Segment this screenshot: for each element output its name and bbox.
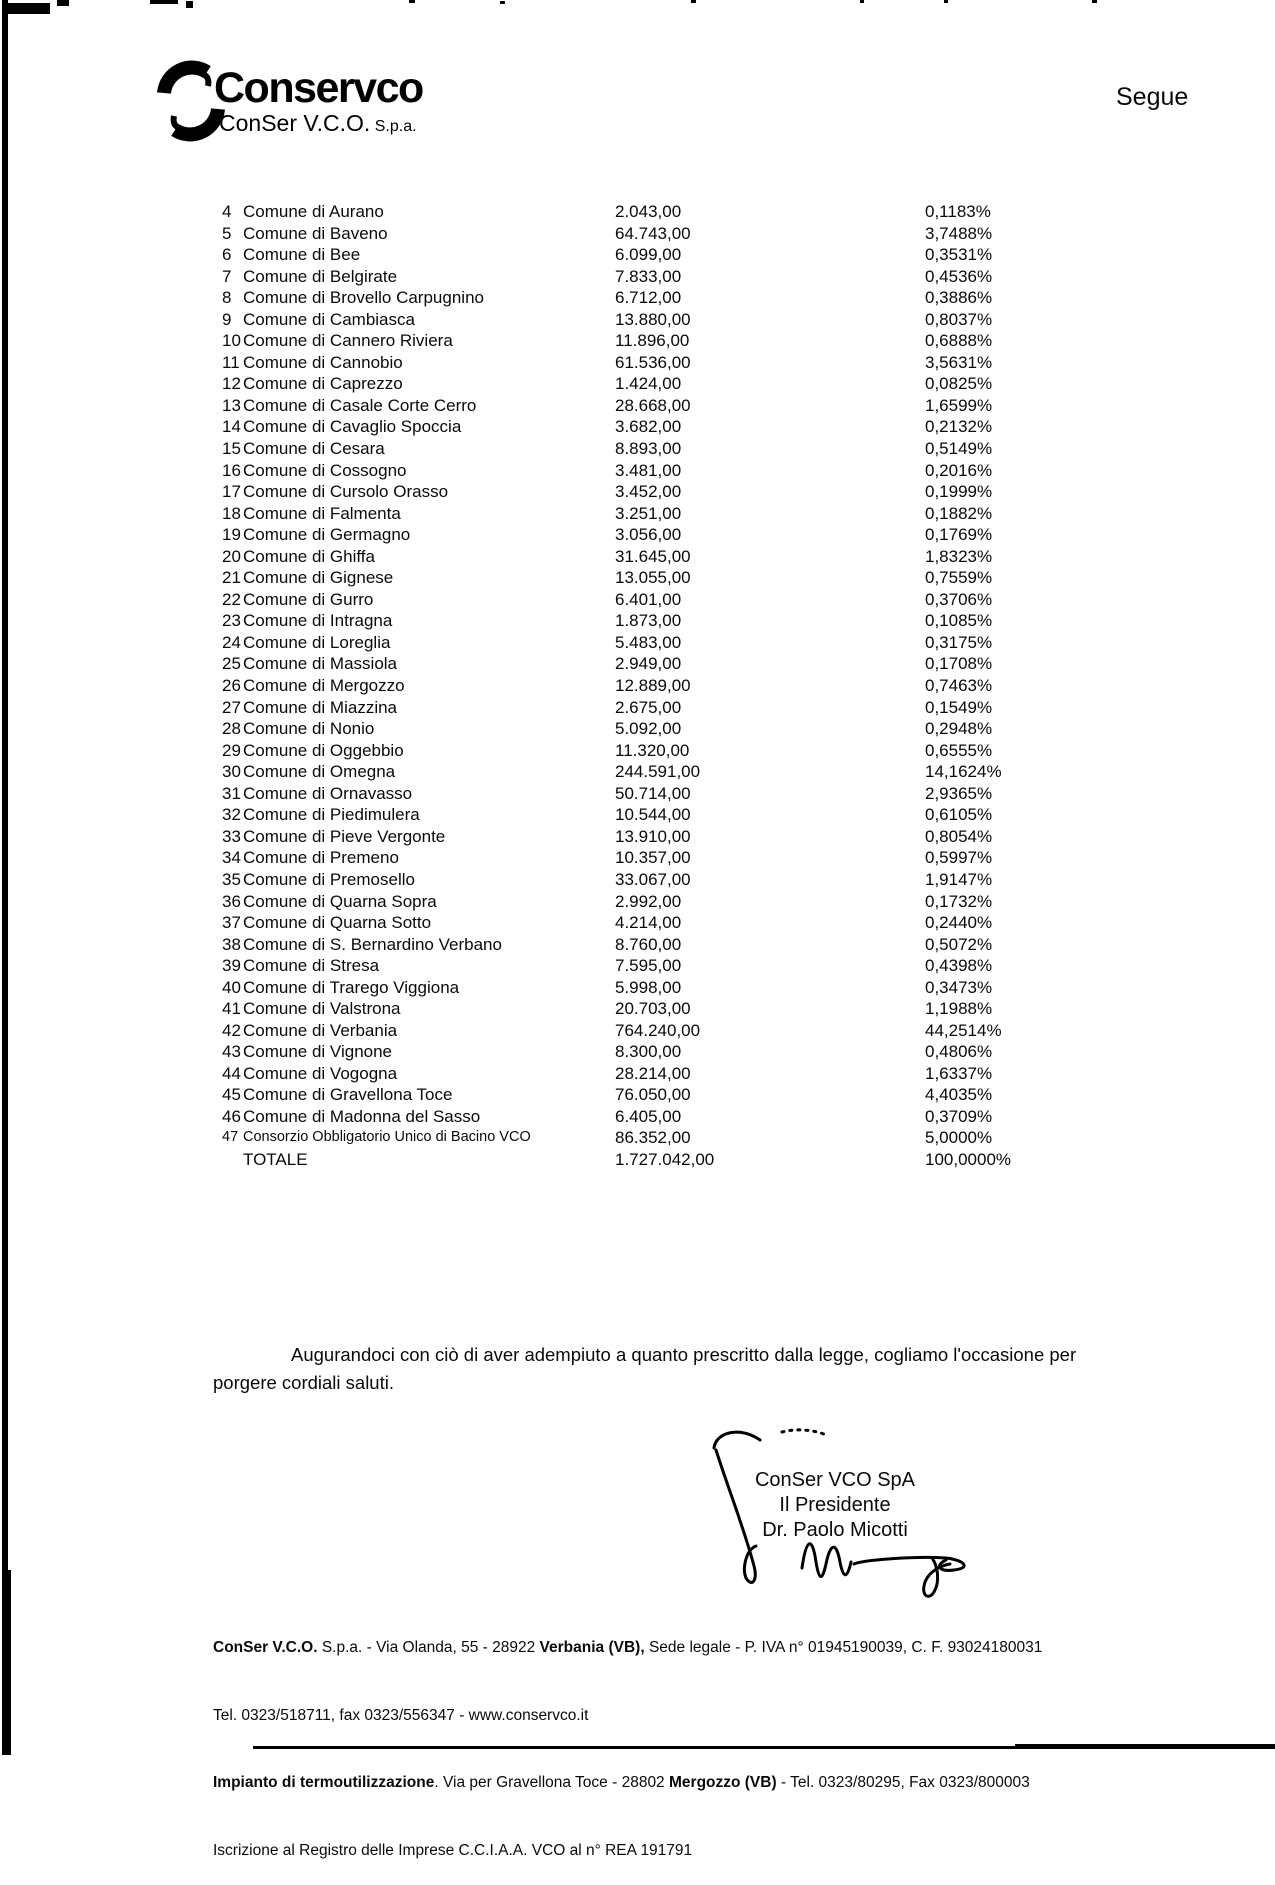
row-value: 3.452,00 — [615, 482, 682, 502]
table-row — [222, 1042, 1052, 1064]
scan-artifact-tick — [186, 1, 193, 8]
row-entity-name: Comune di Brovello Carpugnino — [243, 288, 484, 308]
row-number: 12 — [222, 374, 241, 394]
scan-artifact-bottom-line — [1015, 1744, 1275, 1749]
row-percent: 0,2132% — [925, 417, 993, 437]
row-entity-name: Comune di Mergozzo — [243, 676, 405, 696]
row-entity-name: Comune di Quarna Sotto — [243, 913, 432, 933]
row-value: 13.880,00 — [615, 309, 691, 329]
row-entity-name: Comune di Vignone — [243, 1042, 393, 1062]
row-entity-name: Comune di Gurro — [243, 589, 374, 609]
scan-artifact-tick — [860, 0, 864, 3]
row-number: 10 — [222, 331, 241, 351]
row-percent: 0,1085% — [925, 611, 993, 631]
row-value: 64.743,00 — [615, 223, 691, 243]
row-percent: 0,2948% — [925, 719, 993, 739]
row-entity-name: Comune di Oggebbio — [243, 740, 404, 760]
table-row — [222, 611, 1052, 633]
row-number: 45 — [222, 1085, 241, 1105]
row-value: 7.833,00 — [615, 266, 682, 286]
footer-text: Iscrizione al Registro delle Imprese C.C.I.A.A. VCO al n° REA 191791 — [213, 1841, 693, 1859]
row-value: 5.092,00 — [615, 719, 682, 739]
row-value: 6.099,00 — [615, 245, 682, 265]
footer-plant-bold: Impianto di termoutilizzazione — [213, 1774, 435, 1791]
row-percent: 0,2016% — [925, 460, 993, 480]
row-value: 3.481,00 — [615, 460, 682, 480]
row-entity-name: Comune di Quarna Sopra — [243, 891, 437, 911]
total-label: TOTALE — [243, 1150, 308, 1169]
row-entity-name: Comune di Massiola — [243, 654, 398, 674]
row-entity-name: Comune di Baveno — [243, 223, 388, 243]
table-row — [222, 590, 1052, 612]
closing-paragraph: Augurandoci con ciò di aver adempiuto a quanto prescritto dalla legge, cogliamo l'occasione per porgere cordiali saluti. — [213, 1344, 1077, 1393]
row-value: 3.251,00 — [615, 503, 682, 523]
row-value: 50.714,00 — [615, 783, 691, 803]
row-entity-name: Comune di Ghiffa — [243, 546, 375, 566]
row-number: 41 — [222, 999, 241, 1019]
table-row — [222, 762, 1052, 784]
row-value: 11.896,00 — [615, 331, 690, 351]
row-value: 13.910,00 — [615, 826, 691, 846]
scan-artifact-tick — [500, 1, 505, 4]
row-entity-name: Comune di Madonna del Sasso — [243, 1106, 481, 1126]
table-total-row — [222, 1150, 1052, 1172]
table-row — [222, 892, 1052, 914]
table-row — [222, 719, 1052, 741]
table-row — [222, 396, 1052, 418]
row-number: 17 — [222, 482, 241, 502]
row-number: 18 — [222, 503, 241, 523]
row-percent: 0,3473% — [925, 977, 993, 997]
row-number: 6 — [222, 245, 232, 265]
row-percent: 0,5072% — [925, 934, 993, 954]
footer-company-bold: ConSer V.C.O. — [213, 1639, 318, 1656]
table-row — [222, 439, 1052, 461]
row-percent: 1,6337% — [925, 1063, 993, 1083]
row-number: 5 — [222, 223, 232, 243]
table-row — [222, 935, 1052, 957]
footer-text: Sede legale - P. IVA n° 01945190039, C. F. 93024180031 — [644, 1639, 1043, 1656]
table-row — [222, 1064, 1052, 1086]
row-number: 20 — [222, 546, 241, 566]
row-number: 25 — [222, 654, 241, 674]
row-entity-name: Comune di Stresa — [243, 956, 380, 976]
row-number: 16 — [222, 460, 241, 480]
row-number: 34 — [222, 848, 241, 868]
row-value: 13.055,00 — [615, 568, 691, 588]
row-number: 9 — [222, 309, 232, 329]
scan-artifact-tick — [1092, 0, 1097, 3]
row-value: 33.067,00 — [615, 869, 691, 889]
row-number: 28 — [222, 719, 241, 739]
row-percent: 0,3706% — [925, 589, 993, 609]
row-percent: 0,1882% — [925, 503, 993, 523]
row-entity-name: Comune di Nonio — [243, 719, 375, 739]
row-entity-name: Comune di Casale Corte Cerro — [243, 395, 477, 415]
row-value: 20.703,00 — [615, 999, 691, 1019]
footer — [213, 1592, 1042, 1885]
row-value: 76.050,00 — [615, 1085, 691, 1105]
row-number: 36 — [222, 891, 241, 911]
row-entity-name: Comune di Gravellona Toce — [243, 1085, 453, 1105]
row-percent: 0,8037% — [925, 309, 993, 329]
row-value: 4.214,00 — [615, 913, 682, 933]
row-value: 10.357,00 — [615, 848, 691, 868]
row-percent: 0,5997% — [925, 848, 993, 868]
signature-company: ConSer VCO SpA — [754, 1469, 916, 1491]
row-number: 43 — [222, 1042, 241, 1062]
table-row — [222, 504, 1052, 526]
row-percent: 0,1708% — [925, 654, 993, 674]
row-entity-name: Comune di Ornavasso — [243, 783, 413, 803]
row-value: 10.544,00 — [615, 805, 691, 825]
row-percent: 0,7463% — [925, 676, 993, 696]
total-value: 1.727.042,00 — [615, 1150, 715, 1169]
table-row — [222, 870, 1052, 892]
row-number: 19 — [222, 525, 241, 545]
footer-city-bold: Verbania (VB), — [539, 1639, 645, 1656]
row-number: 40 — [222, 977, 241, 997]
row-percent: 0,4536% — [925, 266, 993, 286]
row-number: 13 — [222, 395, 241, 415]
table-row — [222, 202, 1052, 224]
row-number: 38 — [222, 934, 241, 954]
row-percent: 0,3531% — [925, 245, 993, 265]
row-entity-name: Comune di Verbania — [243, 1020, 398, 1040]
row-entity-name: Comune di Premeno — [243, 848, 399, 868]
table-row — [222, 288, 1052, 310]
row-number: 44 — [222, 1063, 241, 1083]
row-entity-name: Comune di S. Bernardino Verbano — [243, 934, 502, 954]
row-percent: 2,9365% — [925, 783, 993, 803]
row-entity-name: Comune di Belgirate — [243, 266, 398, 286]
row-entity-name: Consorzio Obbligatorio Unico di Bacino VCO — [243, 1128, 531, 1145]
row-number: 46 — [222, 1106, 241, 1126]
row-percent: 0,8054% — [925, 826, 993, 846]
row-number: 30 — [222, 762, 241, 782]
row-percent: 0,0825% — [925, 374, 993, 394]
row-number: 32 — [222, 805, 241, 825]
footer-text: - Tel. 0323/80295, Fax 0323/800003 — [776, 1774, 1030, 1791]
row-percent: 0,5149% — [925, 439, 993, 459]
row-entity-name: Comune di Cambiasca — [243, 309, 415, 329]
row-value: 31.645,00 — [615, 546, 691, 566]
row-percent: 0,1732% — [925, 891, 993, 911]
row-number: 26 — [222, 676, 241, 696]
row-value: 2.992,00 — [615, 891, 682, 911]
row-entity-name: Comune di Caprezzo — [243, 374, 403, 394]
company-name-main: ConSer V.C.O. — [219, 110, 371, 136]
row-value: 8.300,00 — [615, 1042, 682, 1062]
table-row — [222, 224, 1052, 246]
table-row — [222, 698, 1052, 720]
allocation-table — [222, 202, 1052, 1148]
table-row — [222, 461, 1052, 483]
table-row — [222, 482, 1052, 504]
row-value: 11.320,00 — [615, 740, 690, 760]
row-entity-name: Comune di Gignese — [243, 568, 394, 588]
table-row — [222, 568, 1052, 590]
row-value: 3.682,00 — [615, 417, 682, 437]
row-percent: 3,7488% — [925, 223, 993, 243]
company-name-suffix: S.p.a. — [370, 118, 417, 135]
row-entity-name: Comune di Aurano — [243, 202, 384, 221]
row-value: 2.043,00 — [615, 202, 682, 221]
table-row — [222, 374, 1052, 396]
scan-artifact-tick — [944, 0, 948, 3]
row-number: 31 — [222, 783, 241, 803]
scan-artifact-blob — [8, 3, 50, 14]
table-row — [222, 310, 1052, 332]
footer-text: S.p.a. - Via Olanda, 55 - 28922 — [317, 1639, 540, 1656]
row-value: 1.424,00 — [615, 374, 682, 394]
row-percent: 0,6888% — [925, 331, 993, 351]
scan-artifact-left-bar — [2, 0, 8, 1755]
scan-artifact-tick — [150, 0, 178, 4]
footer-line-contacts — [213, 1705, 1042, 1728]
row-value: 5.483,00 — [615, 632, 682, 652]
row-entity-name: Comune di Pieve Vergonte — [243, 826, 446, 846]
row-number: 22 — [222, 589, 241, 609]
row-percent: 4,4035% — [925, 1085, 993, 1105]
row-value: 86.352,00 — [615, 1127, 691, 1147]
footer-text: . Via per Gravellona Toce - 28802 — [434, 1774, 669, 1791]
row-entity-name: Comune di Loreglia — [243, 632, 391, 652]
table-row — [222, 1085, 1052, 1107]
footer-line-registered-office — [213, 1637, 1042, 1660]
row-value: 6.712,00 — [615, 288, 682, 308]
row-percent: 0,4806% — [925, 1042, 993, 1062]
row-number: 8 — [222, 288, 232, 308]
row-value: 12.889,00 — [615, 676, 691, 696]
table-row — [222, 1021, 1052, 1043]
row-entity-name: Comune di Cossogno — [243, 460, 407, 480]
row-percent: 0,1183% — [925, 202, 991, 221]
row-value: 7.595,00 — [615, 956, 682, 976]
row-value: 6.405,00 — [615, 1106, 682, 1126]
table-row — [222, 1107, 1052, 1129]
table-row — [222, 654, 1052, 676]
row-value: 3.056,00 — [615, 525, 682, 545]
row-value: 1.873,00 — [615, 611, 682, 631]
table-row — [222, 676, 1052, 698]
table-row — [222, 525, 1052, 547]
row-percent: 0,4398% — [925, 956, 993, 976]
table-row — [222, 741, 1052, 763]
row-value: 61.536,00 — [615, 352, 691, 372]
row-entity-name: Comune di Trarego Viggiona — [243, 977, 460, 997]
row-value: 764.240,00 — [615, 1020, 701, 1040]
row-number: 11 — [222, 352, 240, 372]
table-row — [222, 633, 1052, 655]
row-value: 28.214,00 — [615, 1063, 691, 1083]
table-row — [222, 999, 1052, 1021]
row-percent: 0,1999% — [925, 482, 993, 502]
row-number: 7 — [222, 266, 232, 286]
row-entity-name: Comune di Intragna — [243, 611, 393, 631]
row-entity-name: Comune di Cannobio — [243, 352, 403, 372]
table-row — [222, 331, 1052, 353]
row-entity-name: Comune di Cavaglio Spoccia — [243, 417, 462, 437]
row-percent: 0,6555% — [925, 740, 993, 760]
row-entity-name: Comune di Falmenta — [243, 503, 401, 523]
row-percent: 14,1624% — [925, 762, 1002, 782]
row-number: 27 — [222, 697, 241, 717]
total-percent: 100,0000% — [925, 1150, 1012, 1169]
scan-artifact-tick — [691, 0, 696, 3]
row-value: 2.675,00 — [615, 697, 682, 717]
table-row — [222, 978, 1052, 1000]
row-entity-name: Comune di Vogogna — [243, 1063, 398, 1083]
table-row — [222, 267, 1052, 289]
row-value: 2.949,00 — [615, 654, 682, 674]
row-entity-name: Comune di Cesara — [243, 439, 385, 459]
row-value: 8.760,00 — [615, 934, 682, 954]
row-percent: 0,3709% — [925, 1106, 993, 1126]
row-number: 15 — [222, 439, 241, 459]
table-row — [222, 827, 1052, 849]
footer-text: Tel. 0323/518711, fax 0323/556347 - www.conservco.it — [213, 1706, 589, 1724]
table-row — [222, 1129, 1052, 1149]
row-entity-name: Comune di Germagno — [243, 525, 411, 545]
signature-block — [700, 1468, 970, 1543]
row-percent: 1,6599% — [925, 395, 993, 415]
row-number: 37 — [222, 913, 241, 933]
row-value: 8.893,00 — [615, 439, 682, 459]
row-value: 5.998,00 — [615, 977, 682, 997]
row-value: 6.401,00 — [615, 589, 682, 609]
row-entity-name: Comune di Premosello — [243, 869, 415, 889]
footer-line-registry — [213, 1840, 1042, 1863]
row-percent: 0,2440% — [925, 913, 993, 933]
table-row — [222, 784, 1052, 806]
table-row — [222, 848, 1052, 870]
row-number: 4 — [222, 202, 232, 221]
table-row — [222, 956, 1052, 978]
row-number: 29 — [222, 740, 241, 760]
row-entity-name: Comune di Valstrona — [243, 999, 401, 1019]
row-entity-name: Comune di Omegna — [243, 762, 396, 782]
row-number: 24 — [222, 632, 241, 652]
row-percent: 0,3886% — [925, 288, 993, 308]
footer-city-bold: Mergozzo (VB) — [669, 1774, 777, 1791]
signature-role: Il Presidente — [779, 1494, 891, 1516]
row-number: 14 — [222, 417, 241, 437]
row-number: 21 — [222, 568, 241, 588]
row-entity-name: Comune di Cannero Riviera — [243, 331, 453, 351]
row-percent: 0,6105% — [925, 805, 993, 825]
row-percent: 5,0000% — [925, 1127, 993, 1147]
row-number: 39 — [222, 956, 241, 976]
table-row — [222, 353, 1052, 375]
segue-label: Segue — [1116, 83, 1189, 111]
table-row — [222, 417, 1052, 439]
row-value: 28.668,00 — [615, 395, 691, 415]
row-number: 42 — [222, 1020, 241, 1040]
row-percent: 0,3175% — [925, 632, 993, 652]
footer-line-plant — [213, 1772, 1042, 1795]
company-name — [219, 110, 417, 137]
table-row — [222, 805, 1052, 827]
scan-artifact-tick — [57, 0, 69, 6]
row-entity-name: Comune di Miazzina — [243, 697, 398, 717]
row-number: 47 — [222, 1128, 239, 1145]
row-percent: 0,7559% — [925, 568, 993, 588]
table-row — [222, 547, 1052, 569]
row-percent: 1,9147% — [925, 869, 993, 889]
brand-wordmark: Conservco — [214, 64, 423, 112]
scan-artifact-tick — [409, 0, 415, 3]
row-percent: 1,1988% — [925, 999, 993, 1019]
row-number: 23 — [222, 611, 241, 631]
table-row — [222, 245, 1052, 267]
row-percent: 0,1549% — [925, 697, 993, 717]
row-percent: 3,5631% — [925, 352, 993, 372]
row-percent: 44,2514% — [925, 1020, 1002, 1040]
scan-artifact-left-bar — [2, 1570, 11, 1755]
row-number: 35 — [222, 869, 241, 889]
row-entity-name: Comune di Cursolo Orasso — [243, 482, 449, 502]
row-number: 33 — [222, 826, 241, 846]
row-value: 244.591,00 — [615, 762, 701, 782]
signature-name: Dr. Paolo Micotti — [762, 1519, 908, 1541]
row-percent: 0,1769% — [925, 525, 993, 545]
table-row — [222, 913, 1052, 935]
row-percent: 1,8323% — [925, 546, 993, 566]
row-entity-name: Comune di Bee — [243, 245, 361, 265]
row-entity-name: Comune di Piedimulera — [243, 805, 420, 825]
